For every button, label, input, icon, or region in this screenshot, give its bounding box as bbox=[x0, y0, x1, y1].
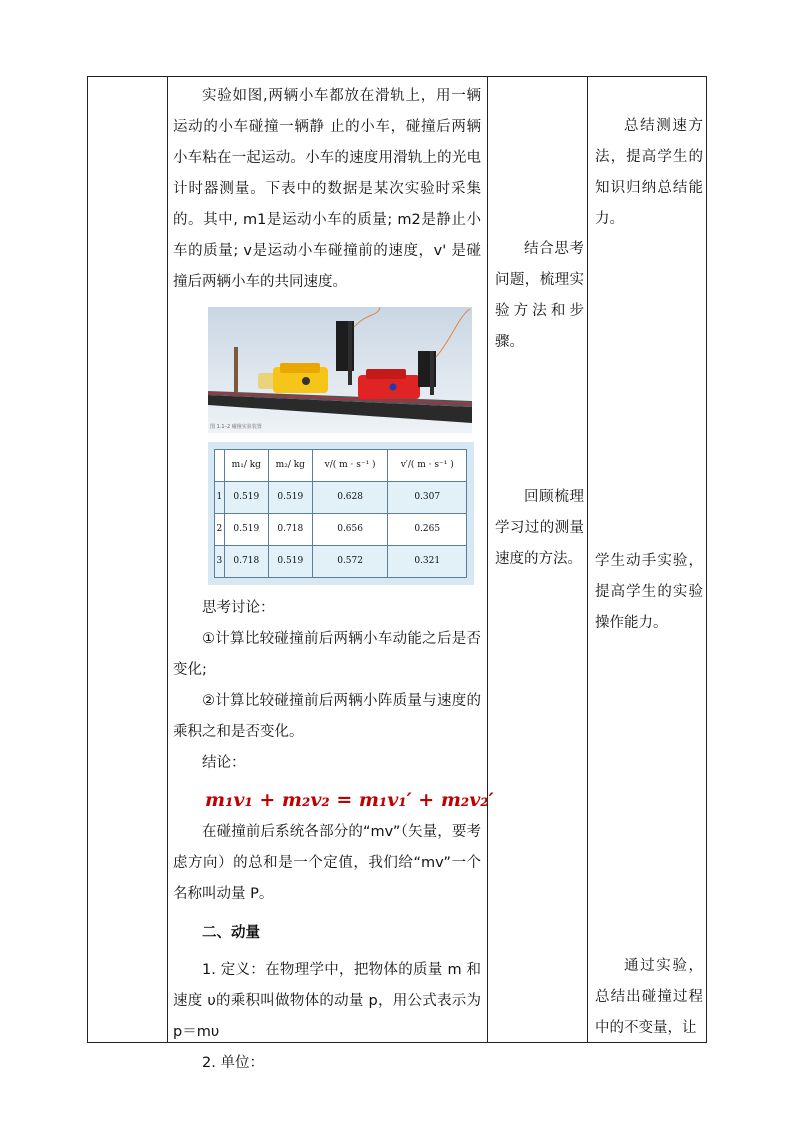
activity-1: 结合思考问题，梳理实验方法和步骤。 bbox=[495, 241, 584, 350]
experiment-intro: 实验如图,两辆小车都放在滑轨上，用一辆运动的小车碰撞一辆静 止的小车，碰撞后两辆小车粘在一起运动。小车的速度用滑轨上的光电计时器测量。下表中的数据是某次实验时采集的。其中, m1是运动小车的质量; m2是静止小车的质量; v是运动小车碰撞前的速度，v' 是碰撞后两辆小车的共同速度。 bbox=[173, 88, 481, 290]
section-heading: 二、动量 bbox=[202, 925, 260, 941]
table-header: m₁/ kg bbox=[224, 450, 268, 482]
table-cell: 0.307 bbox=[388, 482, 467, 514]
design-intent-column bbox=[588, 546, 707, 639]
table-header bbox=[215, 450, 225, 482]
table-cell: 0.628 bbox=[312, 482, 388, 514]
table-cell: 0.656 bbox=[312, 514, 388, 546]
activity-2: 回顾梳理学习过的测量速度的方法。 bbox=[495, 489, 584, 567]
table-cell: 2 bbox=[215, 514, 225, 546]
conclusion-label: 结论： bbox=[202, 755, 246, 771]
table-row bbox=[215, 514, 467, 546]
table-cell: 1 bbox=[215, 482, 225, 514]
table-cell: 0.519 bbox=[224, 482, 268, 514]
figure-caption: 图 1.1–2 碰撞实验装置 bbox=[210, 424, 262, 430]
question-2: ②计算比较碰撞前后两辆小阵质量与速度的乘积之和是否变化。 bbox=[173, 693, 481, 740]
conclusion-text: 在碰撞前后系统各部分的“mv”（矢量，要考虑方向）的总和是一个定值，我们给“mv”一个名称叫动量 P。 bbox=[173, 824, 481, 902]
table-header: m₂/ kg bbox=[268, 450, 312, 482]
design-intent-column bbox=[588, 111, 707, 235]
table-cell: 0.519 bbox=[268, 482, 312, 514]
table-cell: 0.718 bbox=[268, 514, 312, 546]
design-intent-3: 通过实验，总结出碰撞过程中的不变量，让 bbox=[595, 958, 703, 1036]
momentum-conservation-formula bbox=[205, 783, 494, 817]
question-1: ①计算比较碰撞前后两辆小车动能之后是否变化; bbox=[173, 631, 481, 678]
table-header: v′/( m · s⁻¹ ) bbox=[388, 450, 467, 482]
table-cell: 0.265 bbox=[388, 514, 467, 546]
table-header: v/( m · s⁻¹ ) bbox=[312, 450, 388, 482]
momentum-unit: 2. 单位： bbox=[202, 1055, 264, 1071]
design-intent-column bbox=[588, 951, 707, 1044]
table-cell: 0.519 bbox=[224, 514, 268, 546]
formula-text: m₁v₁ + m₂v₂ = m₁v₁′ + m₂v₂′ bbox=[205, 789, 494, 811]
experiment-data-table bbox=[214, 449, 467, 578]
discussion-title: 思考讨论： bbox=[202, 600, 275, 616]
data-table-panel bbox=[208, 442, 474, 585]
table-row bbox=[215, 546, 467, 578]
table-cell: 3 bbox=[215, 546, 225, 578]
design-intent-1: 总结测速方法，提高学生的知识归纳总结能力。 bbox=[595, 118, 703, 227]
student-activity-column bbox=[488, 234, 588, 358]
table-cell: 0.321 bbox=[388, 546, 467, 578]
table-row bbox=[215, 482, 467, 514]
teaching-content bbox=[168, 81, 494, 1079]
collision-apparatus-illustration bbox=[208, 307, 472, 433]
design-intent-2: 学生动手实验，提高学生的实验操作能力。 bbox=[595, 553, 703, 631]
table-cell: 0.519 bbox=[268, 546, 312, 578]
momentum-definition: 1. 定义：在物理学中，把物体的质量 m 和速度 υ的乘积叫做物体的动量 p，用公式表示为 p＝mυ bbox=[173, 962, 481, 1040]
experiment-photo bbox=[208, 307, 472, 433]
table-cell: 0.572 bbox=[312, 546, 388, 578]
student-activity-column bbox=[488, 482, 588, 575]
table-cell: 0.718 bbox=[224, 546, 268, 578]
lesson-table bbox=[87, 76, 707, 1071]
